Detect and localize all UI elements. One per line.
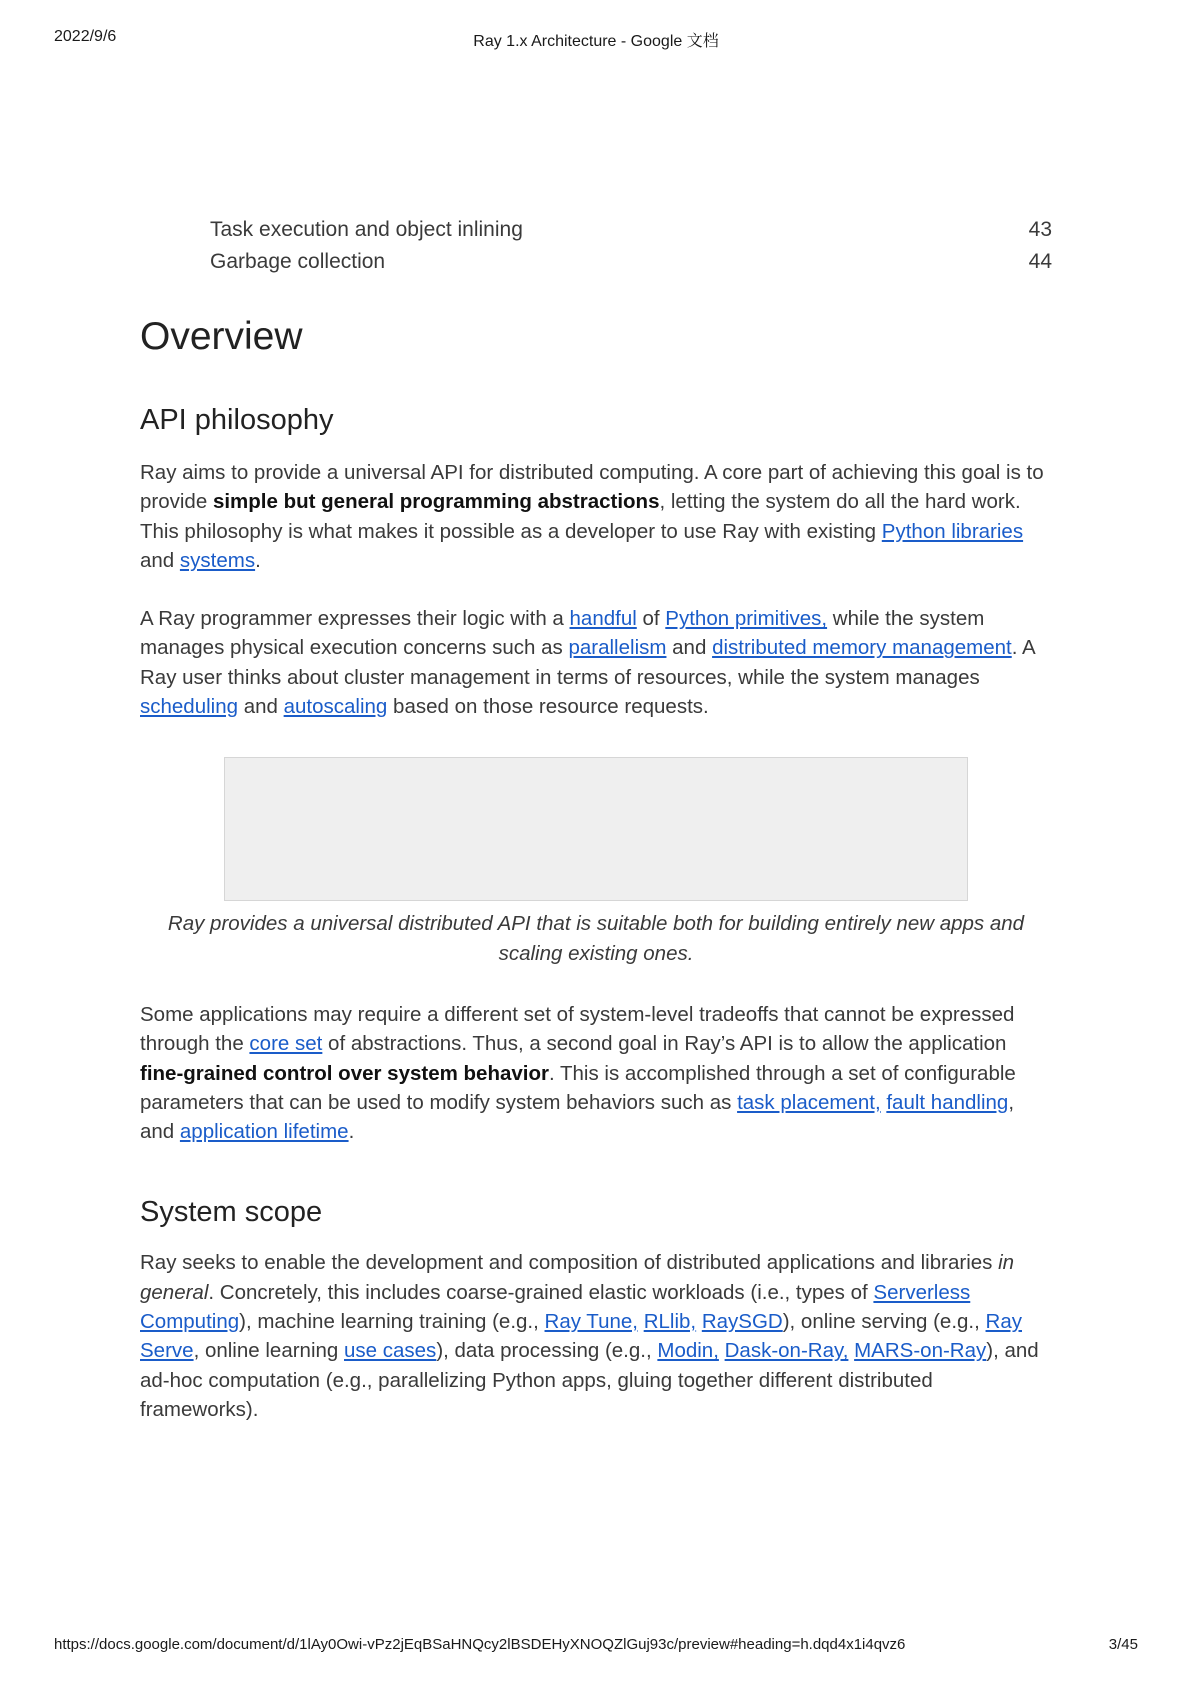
paragraph-scope-1	[140, 1248, 1052, 1424]
bold-text: simple but general programming abstractions	[212, 490, 660, 514]
toc-entry[interactable]	[140, 246, 1052, 278]
paragraph-api-3	[140, 1000, 1052, 1146]
link-dask-on-ray[interactable]: Dask-on-Ray,	[724, 1339, 849, 1363]
toc-entry-label: Task execution and object inlining	[210, 218, 523, 241]
text-run: and	[140, 548, 180, 572]
print-footer	[0, 1636, 1192, 1658]
link-modin[interactable]: Modin,	[657, 1339, 719, 1363]
link-python-libraries[interactable]: Python libraries	[881, 519, 1024, 543]
link-scheduling[interactable]: scheduling	[140, 695, 239, 719]
link-serverless-computing[interactable]: Serverless Computing	[140, 1280, 971, 1334]
text-run: Ray seeks to enable the development and composition of distributed applications and libraries	[140, 1251, 999, 1275]
text-run: A Ray programmer expresses their logic with a	[140, 607, 570, 631]
link-mars-on-ray[interactable]: MARS-on-Ray	[854, 1339, 987, 1363]
text-run: ), and ad-hoc computation (e.g., parallelizing Python apps, gluing together different distributed frameworks).	[140, 1339, 1039, 1421]
link-fault-handling[interactable]: fault handling	[886, 1090, 1009, 1114]
text-run: . Concretely, this includes coarse-grained elastic workloads (i.e., types of	[208, 1280, 874, 1304]
figure-placeholder	[224, 757, 968, 901]
figure-caption: Ray provides a universal distributed API that is suitable both for building entirely new apps and scaling existing ones.	[167, 912, 1025, 965]
document-body	[140, 214, 1052, 1424]
link-use-cases[interactable]: use cases	[344, 1339, 437, 1363]
paragraph-api-2	[140, 604, 1052, 721]
text-run: . This is accomplished through a set of configurable parameters that can be used to modify system behaviors such as	[140, 1061, 1016, 1114]
table-of-contents	[140, 214, 1052, 278]
text-run: , letting the system do all the hard work. This philosophy is what makes it possible as a developer to use Ray with existing	[140, 490, 1021, 543]
link-core-set[interactable]: core set	[249, 1032, 323, 1056]
text-run: .	[348, 1120, 355, 1144]
link-task-placement[interactable]: task placement,	[737, 1090, 881, 1114]
link-parallelism[interactable]: parallelism	[568, 636, 667, 660]
link-systems[interactable]: systems	[179, 548, 256, 572]
text-run: . A Ray user thinks about cluster management in terms of resources, while the system manages	[140, 636, 1035, 689]
print-header	[0, 28, 1192, 52]
link-ray-serve[interactable]: Ray Serve	[140, 1310, 1022, 1363]
text-run: based on those resource requests.	[387, 695, 709, 719]
heading-overview: Overview	[140, 315, 303, 358]
text-run: while the system manages physical execution concerns such as	[140, 607, 985, 660]
print-title: Ray 1.x Architecture - Google 文档	[473, 33, 719, 50]
toc-entry-label: Garbage collection	[210, 250, 386, 273]
text-run: Ray aims to provide a universal API for distributed computing. A core part of achieving this goal is to provide	[140, 461, 1044, 514]
text-run: ), machine learning training (e.g.,	[239, 1310, 545, 1334]
heading-system-scope: System scope	[140, 1196, 323, 1229]
text-run: , and	[140, 1090, 1015, 1144]
link-ray-tune[interactable]: Ray Tune,	[544, 1310, 638, 1334]
text-run: Some applications may require a different set of system-level tradeoffs that cannot be expressed through the	[140, 1002, 1015, 1056]
link-handful[interactable]: handful	[569, 607, 637, 631]
link-raysgd[interactable]: RaySGD	[701, 1310, 783, 1334]
text-run: and	[666, 636, 713, 660]
print-date: 2022/9/6	[54, 28, 117, 45]
text-run: , online learning	[193, 1339, 344, 1363]
toc-entry-page: 44	[1028, 250, 1052, 273]
link-rllib[interactable]: RLlib,	[643, 1310, 697, 1334]
paragraph-api-1	[140, 458, 1052, 575]
link-python-primitives[interactable]: Python primitives,	[665, 607, 828, 631]
text-run: of	[636, 607, 666, 631]
toc-entry-page: 43	[1028, 218, 1052, 241]
text-run: and	[238, 695, 284, 719]
link-application-lifetime[interactable]: application lifetime	[179, 1120, 349, 1144]
italic-text: in general	[140, 1251, 1015, 1304]
text-run: .	[255, 548, 261, 572]
bold-text: fine-grained control over system behavior	[140, 1061, 549, 1085]
text-run: of abstractions. Thus, a second goal in Ray’s API is to allow the application	[322, 1032, 1007, 1056]
text-run: ), online serving (e.g.,	[782, 1310, 986, 1334]
print-url: https://docs.google.com/document/d/1lAy0Owi-vPz2jEqBSaHNQcy2lBSDEHyXNOQZlGuj93c/preview#heading=h.dqd4x1i4qvz6	[54, 1636, 906, 1653]
heading-api-philosophy: API philosophy	[140, 404, 334, 436]
toc-entry[interactable]	[140, 214, 1052, 246]
print-page-number: 3/45	[1108, 1636, 1138, 1653]
link-distributed-memory-management[interactable]: distributed memory management	[712, 636, 1012, 660]
text-run: ), data processing (e.g.,	[436, 1339, 658, 1363]
link-autoscaling[interactable]: autoscaling	[283, 695, 388, 719]
